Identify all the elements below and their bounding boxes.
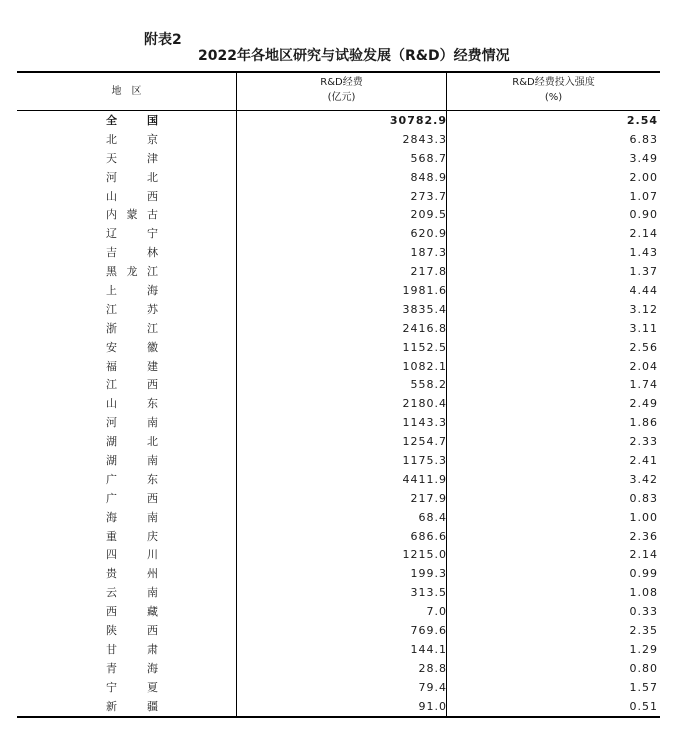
header-rd-intensity [447,75,660,105]
region-name: 山 西 [106,189,158,203]
rd-intensity-value: 1.74 [629,378,658,392]
header-rd-intensity-label: R&D经费投入强度 [512,77,595,88]
region-name: 河 南 [106,416,158,430]
rd-intensity-value: 2.56 [629,340,658,354]
rd-intensity-value: 0.99 [629,567,658,581]
region-name: 重 庆 [106,529,158,543]
rd-funds-value: 7.0 [426,605,447,619]
header-rd-intensity-unit: (%) [544,92,563,103]
rd-intensity-value: 3.49 [629,151,658,165]
rd-funds-value: 3835.4 [402,302,447,316]
rd-funds-value: 1254.7 [402,435,447,449]
rd-funds-value: 1143.3 [402,416,447,430]
rd-funds-value: 79.4 [418,680,447,694]
table-row [17,641,660,660]
header-rd-funds-label: R&D经费 [320,77,363,88]
region-name: 河 北 [106,170,158,184]
table-title [0,13,679,64]
region-name: 江 西 [106,378,158,392]
rd-intensity-value: 1.43 [629,246,658,260]
region-name: 内蒙古 [106,208,158,222]
rd-intensity-value: 1.57 [629,680,658,694]
table-row [17,263,660,282]
table-row [17,565,660,584]
table-row [17,150,660,169]
rd-intensity-value: 2.41 [629,454,658,468]
region-name: 甘 肃 [106,642,158,656]
region-name: 江 苏 [106,302,158,316]
rd-intensity-value: 1.08 [629,586,658,600]
region-name: 新 疆 [106,699,158,713]
table-row [17,244,660,263]
rd-intensity-value: 0.80 [629,661,658,675]
rd-funds-value: 91.0 [418,699,447,713]
rd-intensity-value: 4.44 [629,284,658,298]
region-name: 云 南 [106,586,158,600]
rd-intensity-value: 6.83 [629,132,658,146]
rd-intensity-value: 2.14 [629,227,658,241]
region-name: 宁 夏 [106,680,158,694]
header-region: 地 区 [111,86,142,97]
rd-funds-value: 209.5 [410,208,447,222]
rd-funds-value: 187.3 [410,246,447,260]
table-row [17,301,660,320]
rd-intensity-value: 2.54 [626,114,658,127]
rd-intensity-value: 2.04 [629,359,658,373]
table-row [17,358,660,377]
region-name: 四 川 [106,548,158,562]
table-row [17,622,660,641]
region-name: 西 藏 [106,605,158,619]
region-name: 湖 南 [106,454,158,468]
rd-intensity-value: 0.33 [629,605,658,619]
header-rd-funds-unit: (亿元) [327,92,356,103]
rd-intensity-value: 2.35 [629,624,658,638]
region-name: 陕 西 [106,624,158,638]
region-name: 天 津 [106,151,158,165]
region-name: 山 东 [106,397,158,411]
region-name: 北 京 [106,132,158,146]
rd-intensity-value: 1.29 [629,642,658,656]
rd-funds-value: 1175.3 [402,454,447,468]
rd-funds-value: 28.8 [418,661,447,675]
rd-funds-value: 1082.1 [402,359,447,373]
region-name: 黑龙江 [106,265,158,279]
rd-intensity-value: 1.37 [629,265,658,279]
table-row [17,452,660,471]
rd-intensity-value: 0.83 [629,491,658,505]
rd-funds-value: 144.1 [410,642,447,656]
table-row [17,206,660,225]
rd-funds-value: 273.7 [410,189,447,203]
rd-intensity-value: 1.00 [629,510,658,524]
table-row [17,169,660,188]
table-row [17,395,660,414]
region-name: 广 西 [106,491,158,505]
table-title-text: 2022年各地区研究与试验发展（R&D）经费情况 [198,48,510,64]
rd-intensity-value: 2.36 [629,529,658,543]
rd-funds-value: 769.6 [410,624,447,638]
rd-intensity-value: 0.51 [629,699,658,713]
rd-funds-value: 217.9 [410,491,447,505]
rd-intensity-value: 3.12 [629,302,658,316]
rd-funds-value: 1152.5 [402,340,447,354]
table-row [17,131,660,150]
table-row [17,339,660,358]
table-row [17,225,660,244]
region-name: 全 国 [106,114,158,127]
table-row [17,528,660,547]
rd-intensity-value: 1.86 [629,416,658,430]
table-row [17,433,660,452]
rd-funds-value: 848.9 [410,170,447,184]
rd-funds-value: 1215.0 [402,548,447,562]
rd-funds-value: 2180.4 [402,397,447,411]
rd-intensity-value: 0.90 [629,208,658,222]
rd-funds-value: 313.5 [410,586,447,600]
rd-intensity-value: 2.33 [629,435,658,449]
table-row [17,320,660,339]
table-row [17,490,660,509]
table-row [17,603,660,622]
rd-funds-value: 199.3 [410,567,447,581]
table-body [17,112,660,717]
rd-intensity-value: 2.00 [629,170,658,184]
rd-intensity-value: 2.49 [629,397,658,411]
rd-funds-value: 568.7 [410,151,447,165]
table-row [17,509,660,528]
region-name: 湖 北 [106,435,158,449]
header-rd-funds [237,75,446,105]
rd-funds-value: 620.9 [410,227,447,241]
table-row [17,112,660,131]
region-name: 辽 宁 [106,227,158,241]
rd-funds-value: 4411.9 [402,472,447,486]
table-row [17,660,660,679]
table-row [17,376,660,395]
rd-funds-value: 2416.8 [402,321,447,335]
table-row [17,698,660,717]
table-row [17,188,660,207]
rd-intensity-value: 1.07 [629,189,658,203]
rd-intensity-value: 3.42 [629,472,658,486]
rd-funds-value: 1981.6 [402,284,447,298]
region-name: 贵 州 [106,567,158,581]
header-rule [17,110,660,111]
table-row [17,414,660,433]
region-name: 广 东 [106,472,158,486]
rd-intensity-value: 2.14 [629,548,658,562]
table-row [17,584,660,603]
region-name: 上 海 [106,284,158,298]
top-rule [17,71,660,73]
rd-funds-value: 2843.3 [402,132,447,146]
rd-funds-value: 558.2 [410,378,447,392]
region-name: 浙 江 [106,321,158,335]
rd-funds-value: 686.6 [410,529,447,543]
region-name: 吉 林 [106,246,158,260]
rd-funds-value: 68.4 [418,510,447,524]
table-row [17,471,660,490]
table-row [17,546,660,565]
table-number: 附表2 [144,32,182,48]
rd-funds-value: 217.8 [410,265,447,279]
rd-intensity-value: 3.11 [629,321,658,335]
region-name: 福 建 [106,359,158,373]
region-name: 青 海 [106,661,158,675]
region-name: 海 南 [106,510,158,524]
rd-funds-value: 30782.9 [389,114,447,127]
table-row [17,679,660,698]
table-row [17,282,660,301]
region-name: 安 徽 [106,340,158,354]
